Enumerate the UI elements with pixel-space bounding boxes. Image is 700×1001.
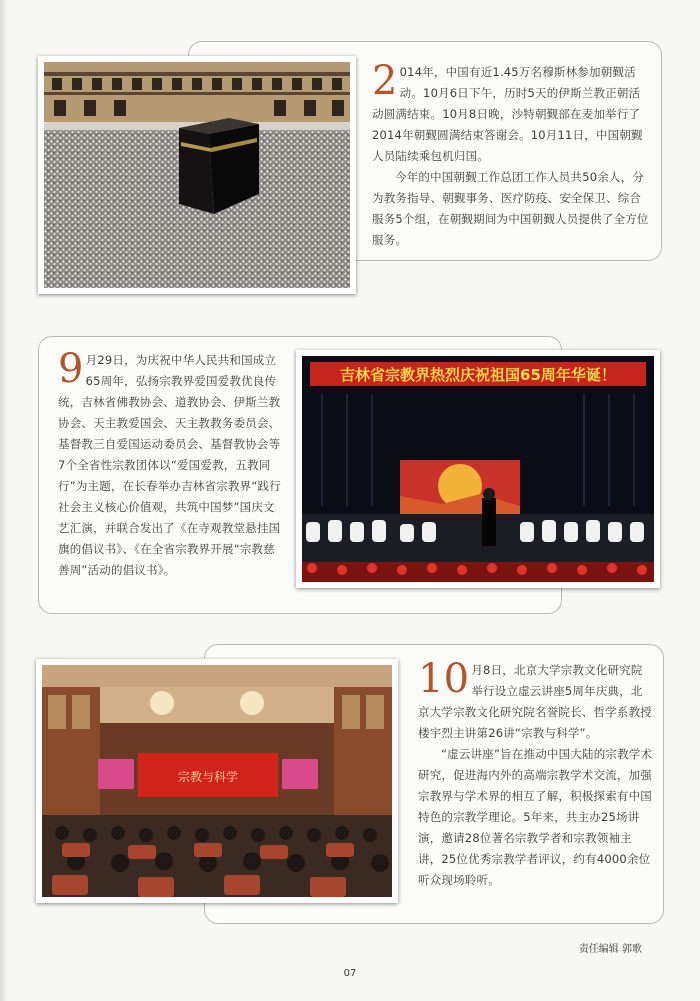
editor-label: 责任编辑 — [578, 944, 619, 955]
editor-credit — [579, 940, 642, 955]
hajj-photo — [38, 56, 356, 294]
editor-name: 郭歌 — [622, 944, 642, 955]
section1-text — [372, 58, 650, 251]
section3-para1-text: 月8日，北京大学宗教文化研究院举行设立虚云讲座5周年庆典，北京大学宗教文化研究院名誉院长、哲学系教授楼宇烈主讲第26讲“宗教与科学”。 — [418, 663, 652, 740]
section3-paragraph-2: “虚云讲座”旨在推动中国大陆的宗教学术研究，促进海内外的高端宗教学术交流，加强宗教界与学术界的相互了解，积极探索有中国特色的宗教学理论。5年来，共主办25场讲演，邀请28位著名宗教学者和宗教领袖主讲，25位优秀宗教学者评议，约有4000余位听众现场聆听。 — [418, 747, 653, 887]
section2-para1-text: 月29日，为庆祝中华人民共和国成立65周年，弘扬宗教界爱国爱教优良传统，吉林省佛教协会、道教协会、伊斯兰教协会、天主教爱国会、天主教教务委员会、基督教三自爱国运动委员会、基督教协会等7个全省性宗教团体以“爱国爱教，五教同行”为主题，在长春举办吉林省宗教界“践行社会主义核心价值观，共筑中国梦”国庆文艺汇演，并联合发出了《在寺观教堂悬挂国旗的倡议书》、《在全省宗教界开展“宗教慈善周”活动的倡议书》。 — [58, 353, 281, 577]
page-spine-shadow — [0, 0, 8, 1001]
page-number: 07 — [343, 968, 357, 979]
section2-paragraph-1 — [58, 346, 282, 581]
lecture-screen-title: 宗教与科学 — [177, 770, 239, 784]
section1-dropcap: 2 — [372, 58, 398, 104]
section2-text — [58, 346, 282, 581]
section1-para1-text: 014年，中国有近1.45万名穆斯林参加朝觐活动。10月6日下午，历时5天的伊斯兰教正朝活动圆满结束。10月8日晚，沙特朝觐部在麦加举行了2014年朝觐圆满结束答谢会。10月11日，中国朝觐人员陆续乘包机归国。 — [372, 65, 643, 163]
concert-photo — [296, 350, 660, 588]
section3-dropcap: 10 — [418, 656, 470, 702]
section3-paragraph-1 — [418, 656, 654, 744]
section1-paragraph-2: 今年的中国朝觐工作总团工作人员共50余人，分为教务指导、朝觐事务、医疗防疫、安全保卫、综合服务5个组，在朝觐期间为中国朝觐人员提供了全方位服务。 — [372, 170, 649, 247]
lecture-photo — [36, 659, 398, 903]
concert-banner-text: 吉林省宗教界热烈庆祝祖国65周年华诞！ — [340, 366, 616, 384]
section2-dropcap: 9 — [58, 346, 84, 392]
section3-text — [418, 656, 654, 891]
section1-paragraph-1 — [372, 58, 650, 167]
